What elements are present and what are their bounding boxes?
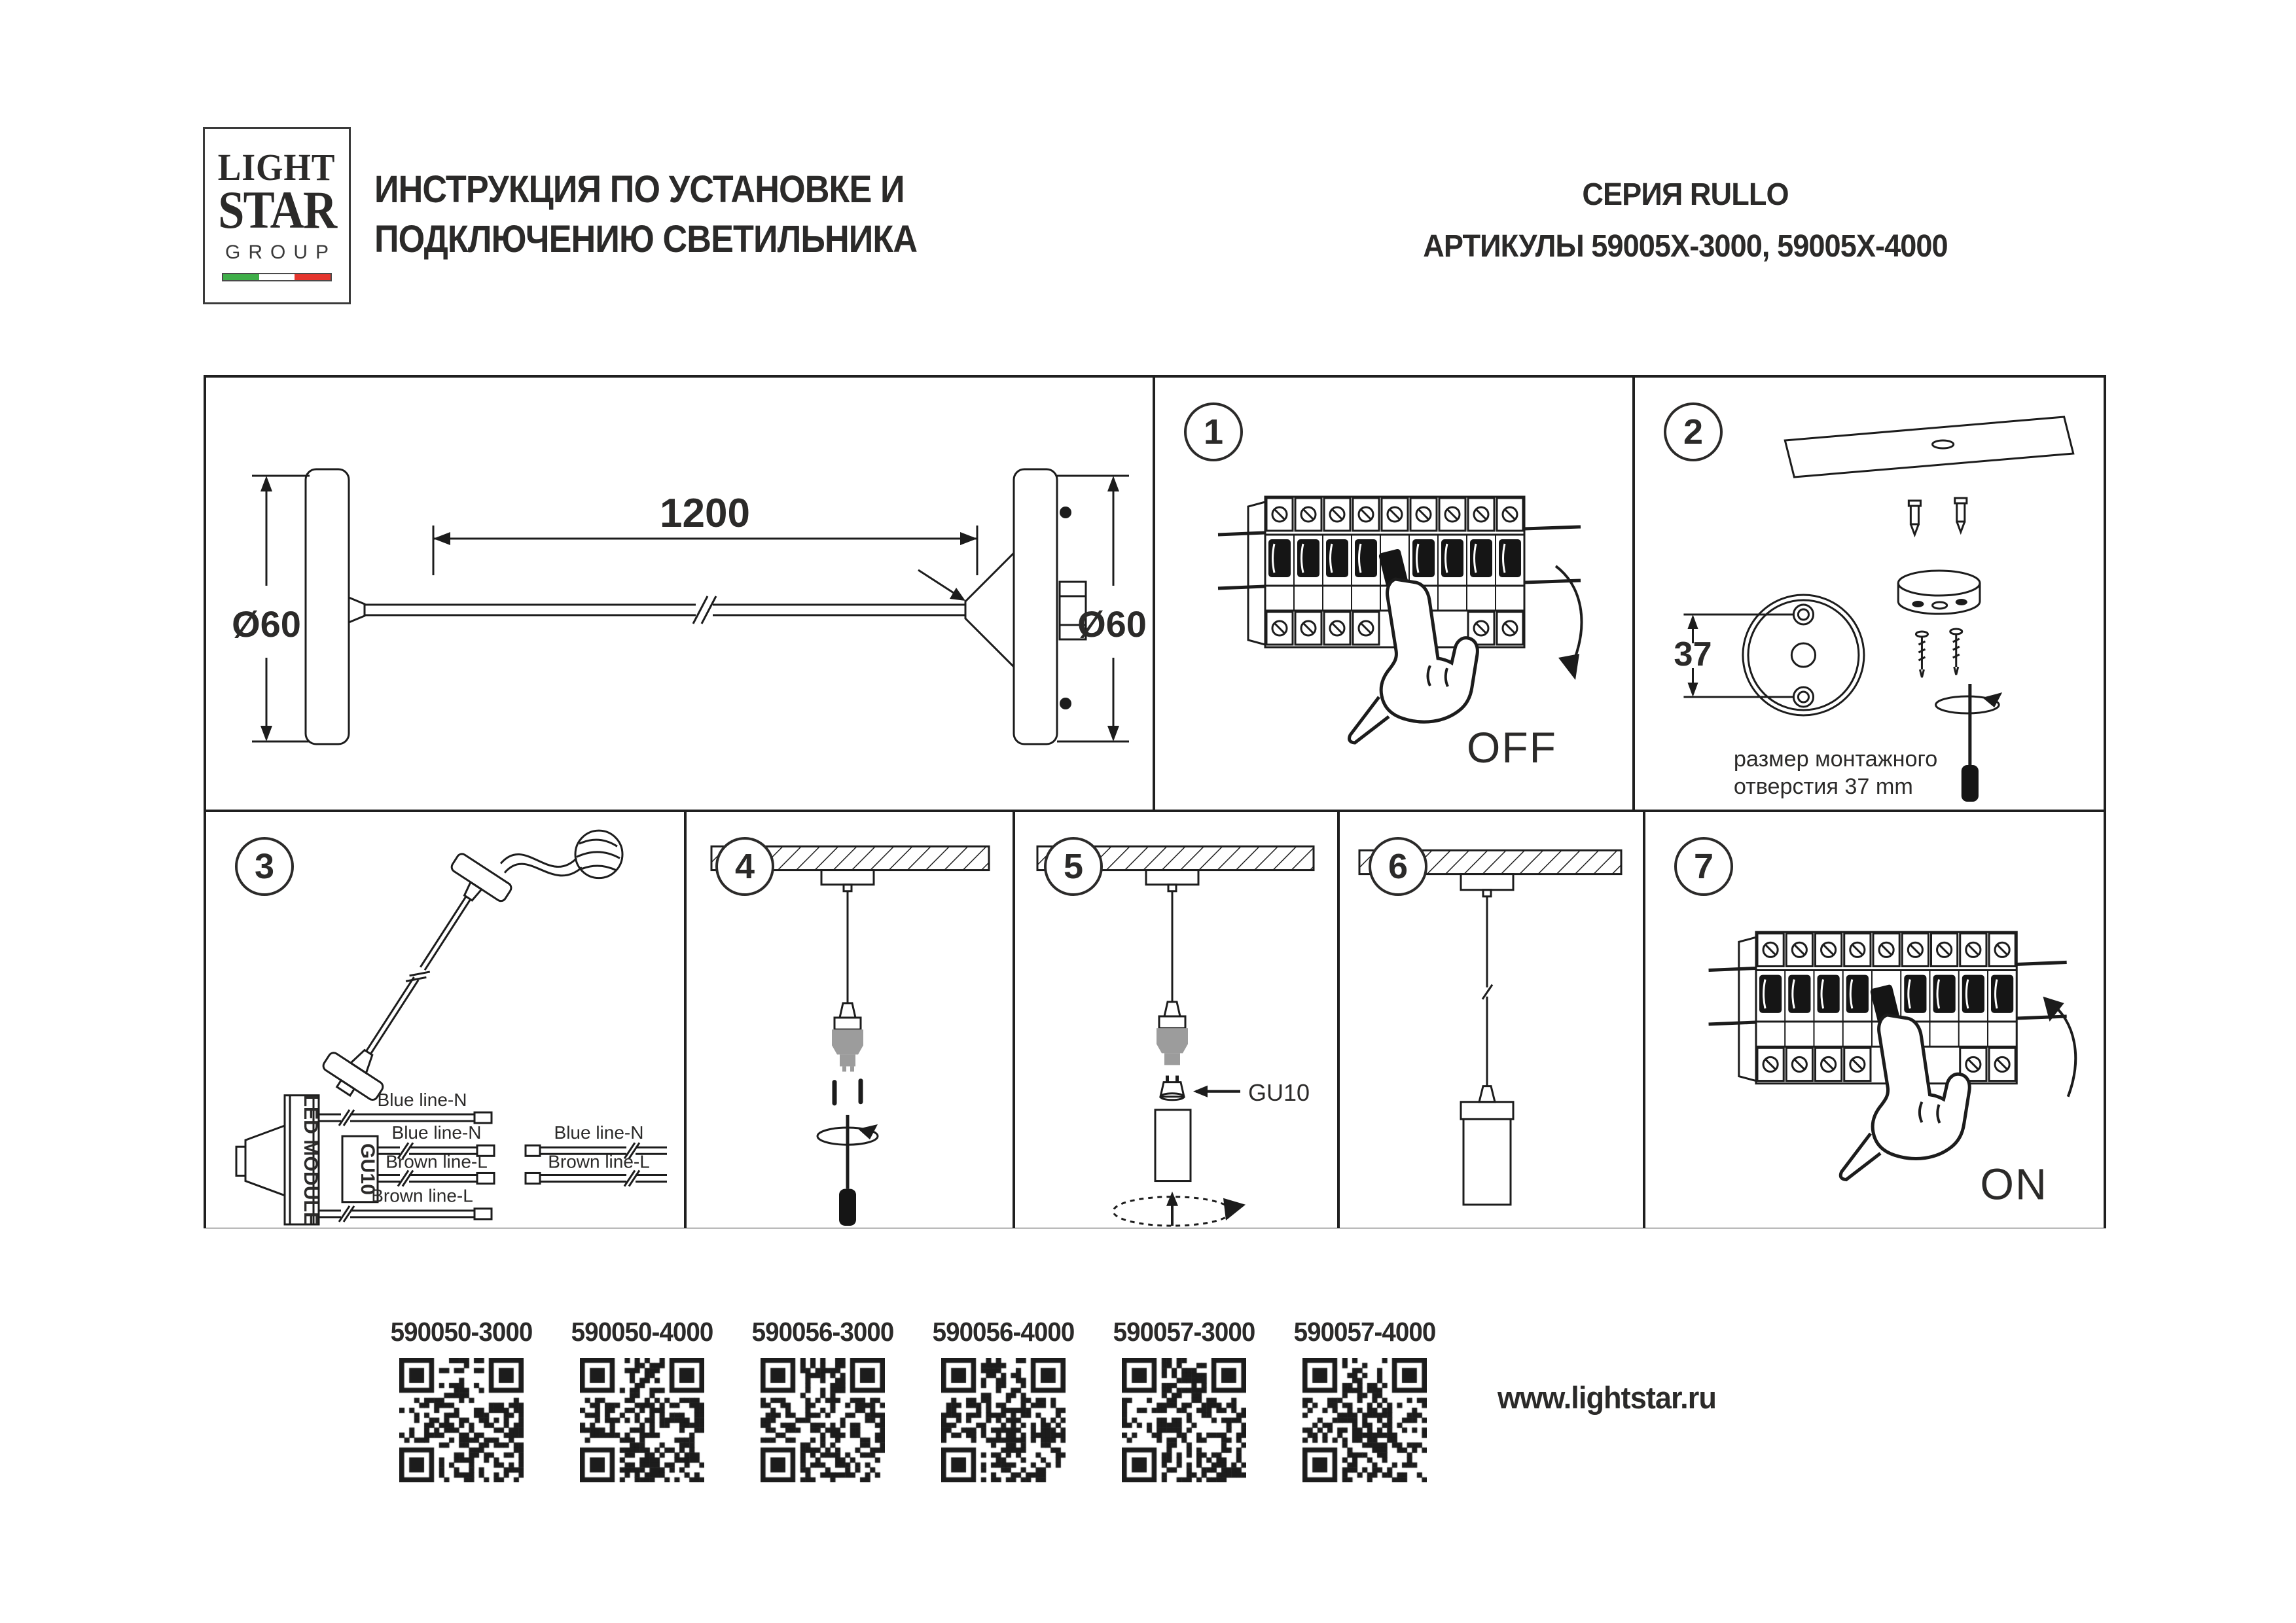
panel-step-2 (1635, 378, 2104, 812)
website-link: www.lightstar.ru (1498, 1380, 1716, 1415)
article-label: 590056-4000 (932, 1317, 1075, 1347)
on-label: ON (1980, 1160, 2048, 1209)
wire4-label: Brown line-L (371, 1185, 473, 1206)
qr-item (379, 1317, 544, 1486)
qr-canvas (761, 1358, 885, 1482)
socket-body (1157, 1028, 1188, 1053)
diameter-right-label: Ø60 (1077, 603, 1147, 645)
logo-word-light: LIGHT (218, 146, 336, 188)
socket-body (832, 1029, 863, 1054)
wire1-label: Blue line-N (377, 1089, 467, 1110)
wire3-label: Brown line-L (386, 1151, 488, 1172)
flag-green (223, 274, 259, 280)
page-title-line1: ИНСТРУКЦИЯ ПО УСТАНОВКЕ И (374, 168, 905, 211)
shade-cylinder (1463, 1119, 1511, 1205)
article-label: 590050-3000 (390, 1317, 533, 1347)
article-label: 590057-4000 (1293, 1317, 1436, 1347)
italian-flag-icon (222, 273, 332, 281)
hand-icon (1350, 579, 1478, 743)
qr-item (921, 1317, 1086, 1486)
article-label: 590056-3000 (751, 1317, 894, 1347)
qr-canvas (399, 1358, 524, 1482)
hand-icon (1840, 1015, 1969, 1180)
hole-note-line1: размер монтажного (1733, 747, 1938, 772)
gu10-arrow-label: GU10 (1248, 1079, 1310, 1106)
anchor-icons (1909, 498, 1966, 535)
series-name: СЕРИЯ RULLO (1582, 177, 1789, 212)
panel-step-1 (1155, 378, 1635, 812)
screwdriver-icon (1936, 684, 2003, 802)
qr-canvas (1302, 1358, 1427, 1482)
flag-white (259, 274, 295, 280)
panel-step-3 (206, 812, 687, 1228)
article-label: 590050-4000 (571, 1317, 713, 1347)
logo-word-group: GROUP (224, 241, 336, 263)
canopy-drawing (1898, 571, 1980, 614)
led-module-label: LED MODULE (300, 1094, 321, 1226)
gu10-lamp-icon (1160, 1076, 1184, 1100)
step-number-badge: 1 (1184, 402, 1243, 461)
qr-item (1102, 1317, 1266, 1486)
series-header (1289, 169, 2083, 272)
logo-word-star: STAR (217, 180, 336, 240)
qr-canvas (941, 1358, 1066, 1482)
lightstar-logo (203, 127, 351, 304)
fixture-tilted-drawing (317, 852, 513, 1109)
cable-coil-drawing (501, 830, 622, 878)
panel-step-7 (1645, 812, 2104, 1228)
fixture-dimension-drawing (206, 378, 1153, 810)
qr-canvas (580, 1358, 704, 1482)
wire2-label: Blue line-N (391, 1122, 482, 1143)
qr-canvas (1122, 1358, 1246, 1482)
step-number-badge: 2 (1664, 402, 1723, 461)
step-number-badge: 5 (1044, 837, 1103, 896)
screwdriver-icon (817, 1115, 878, 1226)
step-number-badge: 4 (715, 837, 774, 896)
hole-dimension-label: 37 (1674, 635, 1712, 673)
series-articles: АРТИКУЛЫ 59005X-3000, 59005X-4000 (1423, 229, 1948, 264)
panel-step-4 (687, 812, 1015, 1228)
mounting-plate-drawing (1674, 595, 1864, 715)
step-number-badge: 7 (1674, 837, 1733, 896)
panel-step-6 (1340, 812, 1645, 1228)
length-label: 1200 (660, 491, 750, 536)
screw-icons (1916, 629, 1962, 677)
diameter-left-label: Ø60 (232, 603, 301, 645)
shade-cylinder (1155, 1110, 1191, 1181)
step-number-badge: 3 (235, 837, 294, 896)
hole-note-line2: отверстия 37 mm (1733, 774, 1913, 799)
page-title-line2: ПОДКЛЮЧЕНИЮ СВЕТИЛЬНИКА (374, 218, 918, 260)
step-number-badge: 6 (1369, 837, 1427, 896)
panel-dimensions (206, 378, 1155, 812)
qr-item (560, 1317, 725, 1486)
page-title (374, 165, 917, 264)
breaker-top-row (1266, 498, 1523, 531)
article-label: 590057-3000 (1113, 1317, 1255, 1347)
loose-wire2-label: Brown line-L (548, 1151, 650, 1172)
qr-item (1282, 1317, 1447, 1486)
flag-red (295, 274, 331, 280)
panel-step-5 (1015, 812, 1340, 1228)
instruction-grid (204, 375, 2106, 1228)
breaker-top-row (1757, 933, 2015, 966)
loose-wire1-label: Blue line-N (554, 1122, 644, 1143)
shade-top-band (1461, 1102, 1513, 1119)
off-label: OFF (1467, 723, 1557, 772)
gu10-block-label: GU10 (357, 1143, 378, 1195)
qr-item (740, 1317, 905, 1486)
